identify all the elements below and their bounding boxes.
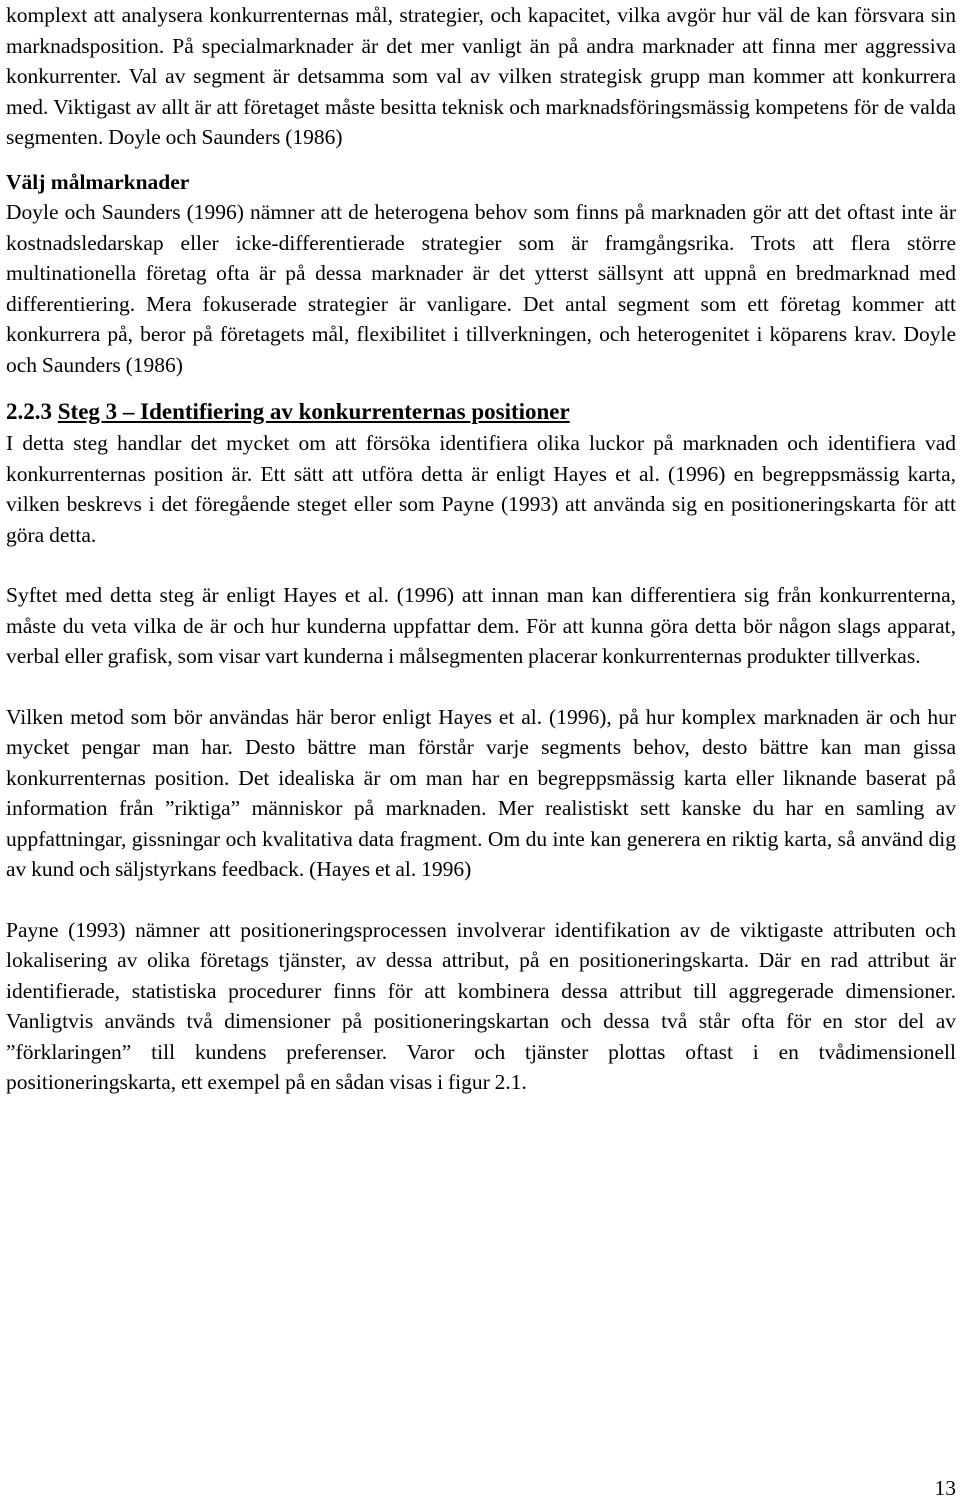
paragraph-competitor-analysis: komplext att analysera konkurrenternas mål, strategier, och kapacitet, vilka avgör hur väl de kan försvara sin marknadsposition. På specialmarknader är det mer vanligt än på andra marknader att finna mer aggressiva konkurrenter. Val av segment är detsamma som val av vilken strategisk grupp man kommer att konkurrera med. Viktigast av allt är att företaget måste besitta teknisk och marknadsföringsmässig kompetens för de valda segmenten. Doyle och Saunders (1986) [6,3,956,149]
paragraph-target-markets: Doyle och Saunders (1996) nämner att de heterogena behov som finns på marknaden gör att det oftast inte är kostnadsledarskap eller icke-differentierade strategier som är framgångsrika. Trots att flera större multinationella företag ofta är på dessa marknader är det ytterst sällsynt att uppnå en bredmarknad med differentiering. Mera fokuserade strategier är vanligare. Det antal segment som ett företag kommer att konkurrera på, beror på företagets mål, flexibilitet i tillverkningen, och heterogenitet i köparens krav. Doyle och Saunders (1986) [6,200,956,377]
document-page [6,0,956,1098]
subheading-target-markets: Välj målmarknader [6,169,190,194]
paragraph-method: Vilken metod som bör användas här beror enligt Hayes et al. (1996), på hur komplex marknaden är och hur mycket pengar man har. Desto bättre man förstår varje segments behov, desto bättre kan man gissa konkurrenternas position. Det idealiska är om man har en begreppsmässig karta eller liknande baserat på information från ”riktiga” människor på marknaden. Mer realistiskt sett kanske du har en samling av uppfattningar, gissningar och kvalitativa data fragment. Om du inte kan generera en riktig karta, så använd dig av kund och säljstyrkans feedback. (Hayes et al. 1996) [6,704,956,881]
paragraph-purpose: Syftet med detta steg är enligt Hayes et al. (1996) att innan man kan differentiera sig från konkurrenterna, måste du veta vilka de är och hur kunderna uppfattar dem. För att kunna göra detta bör någon slags apparat, verbal eller grafisk, som visar vart kunderna i målsegmenten placerar konkurrenternas produkter tillverkas. [6,583,956,668]
section-heading [6,396,956,428]
section-heading-text: Steg 3 – Identifiering av konkurrenternas positioner [57,399,570,424]
paragraph-identify-gaps: I detta steg handlar det mycket om att försöka identifiera olika luckor på marknaden och identifiera vad konkurrenternas position är. Ett sätt att utföra detta är enligt Hayes et al. (1996) en begreppsmässig karta, vilken beskrevs i det föregående steget eller som Payne (1993) att använda sig en positioneringskarta för att göra detta. [6,431,956,547]
paragraph-positioning-process: Payne (1993) nämner att positioneringsprocessen involverar identifikation av de viktigaste attributen och lokalisering av olika företags tjänster, av dessa attribut, på en positioneringskarta. Där en rad attribut är identifierade, statistiska procedurer finns för att kombinera dessa attribut till aggregerade dimensioner. Vanligtvis används två dimensioner på positioneringskartan och dessa två står ofta för en stor del av ”förklaringen” till kundens preferenser. Varor och tjänster plottas oftast i en tvådimensionell positioneringskarta, ett exempel på en sådan visas i figur 2.1. [6,917,956,1094]
page-number: 13 [934,1476,956,1500]
section-heading-number: 2.2.3 [6,399,52,424]
